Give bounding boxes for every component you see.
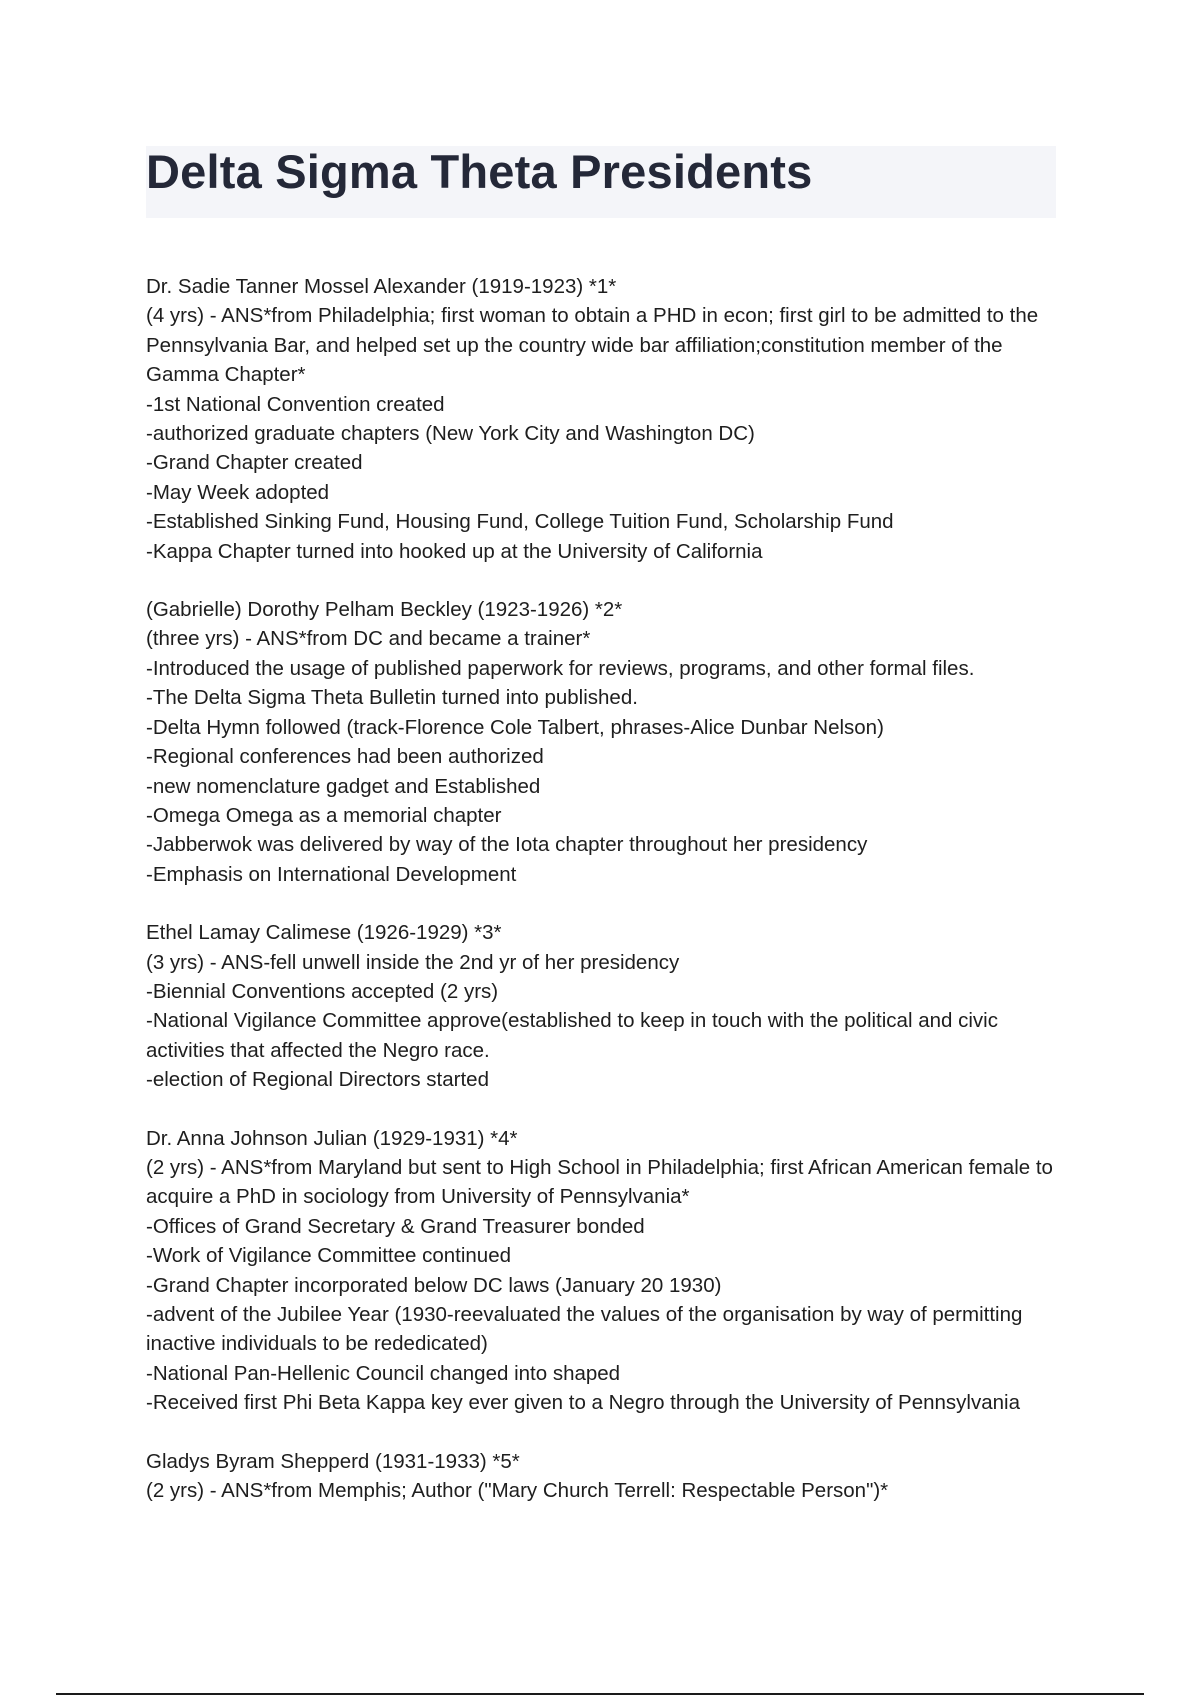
entry-summary: (3 yrs) - ANS-fell unwell inside the 2nd yr of her presidency [146, 950, 680, 974]
entry-point: -Work of Vigilance Committee continued [146, 1244, 511, 1268]
entry-heading: Dr. Sadie Tanner Mossel Alexander (1919-1923) *1* [146, 275, 617, 298]
entry-point: -Emphasis on International Development [146, 862, 517, 886]
entry-heading: (Gabrielle) Dorothy Pelham Beckley (1923-1926) *2* [146, 598, 623, 622]
president-entry-4 [146, 1124, 1066, 1418]
entry-point: -Grand Chapter incorporated below DC laws (January 20 1930) [146, 1273, 722, 1297]
page-title: Delta Sigma Theta Presidents [146, 145, 813, 198]
entry-point: -advent of the Jubilee Year (1930-reevaluated the values of the organisation by way of permitting inactive individuals to be rededicated) [146, 1303, 1029, 1356]
president-entry-2 [146, 595, 1066, 889]
entry-point: -National Pan-Hellenic Council changed into shaped [146, 1361, 621, 1385]
entry-point: -Regional conferences had been authorized [146, 745, 544, 769]
entry-point: -Established Sinking Fund, Housing Fund, College Tuition Fund, Scholarship Fund [146, 510, 894, 534]
entry-point: -1st National Convention created [146, 392, 445, 416]
entry-point: -Jabberwok was delivered by way of the Iota chapter throughout her presidency [146, 833, 868, 857]
president-entry-3 [146, 918, 1066, 1094]
footer-divider [56, 1693, 1144, 1695]
entry-point: -Grand Chapter created [146, 451, 363, 475]
document-body [146, 272, 1066, 1534]
entry-point: -Delta Hymn followed (track-Florence Cole Talbert, phrases-Alice Dunbar Nelson) [146, 715, 884, 739]
entry-summary: (4 yrs) - ANS*from Philadelphia; first woman to obtain a PHD in econ; first girl to be admitted to the Pennsylvania Bar, and helped set up the country wide bar affiliation;constitution member of the Gamma Chapter* [146, 304, 1044, 387]
president-entry-5 [146, 1447, 1066, 1506]
entry-point: -Omega Omega as a memorial chapter [146, 803, 502, 827]
entry-summary: (2 yrs) - ANS*from Memphis; Author ("Mary Church Terrell: Respectable Person")* [146, 1479, 889, 1503]
entry-point: -authorized graduate chapters (New York City and Washington DC) [146, 422, 755, 446]
entry-point: -new nomenclature gadget and Established [146, 774, 541, 798]
entry-point: -Kappa Chapter turned into hooked up at the University of California [146, 539, 763, 563]
entry-point: -Biennial Conventions accepted (2 yrs) [146, 979, 499, 1003]
entry-point: -Received first Phi Beta Kappa key ever given to a Negro through the University of Pennsylvania [146, 1391, 1020, 1415]
entry-heading: Dr. Anna Johnson Julian (1929-1931) *4* [146, 1126, 518, 1150]
entry-point: -The Delta Sigma Theta Bulletin turned into published. [146, 686, 638, 710]
entry-point: -election of Regional Directors started [146, 1068, 489, 1092]
entry-point: -Introduced the usage of published paperwork for reviews, programs, and other formal files. [146, 656, 975, 680]
entry-heading: Ethel Lamay Calimese (1926-1929) *3* [146, 921, 502, 945]
entry-heading: Gladys Byram Shepperd (1931-1933) *5* [146, 1449, 520, 1473]
entry-point: -Offices of Grand Secretary & Grand Treasurer bonded [146, 1214, 645, 1238]
entry-summary: (three yrs) - ANS*from DC and became a trainer* [146, 627, 591, 651]
entry-point: -National Vigilance Committee approve(established to keep in touch with the political and civic activities that affected the Negro race. [146, 1009, 1004, 1062]
entry-point: -May Week adopted [146, 480, 330, 504]
president-entry-1 [146, 272, 1066, 566]
entry-summary: (2 yrs) - ANS*from Maryland but sent to High School in Philadelphia; first African American female to acquire a PhD in sociology from University of Pennsylvania* [146, 1155, 1059, 1209]
